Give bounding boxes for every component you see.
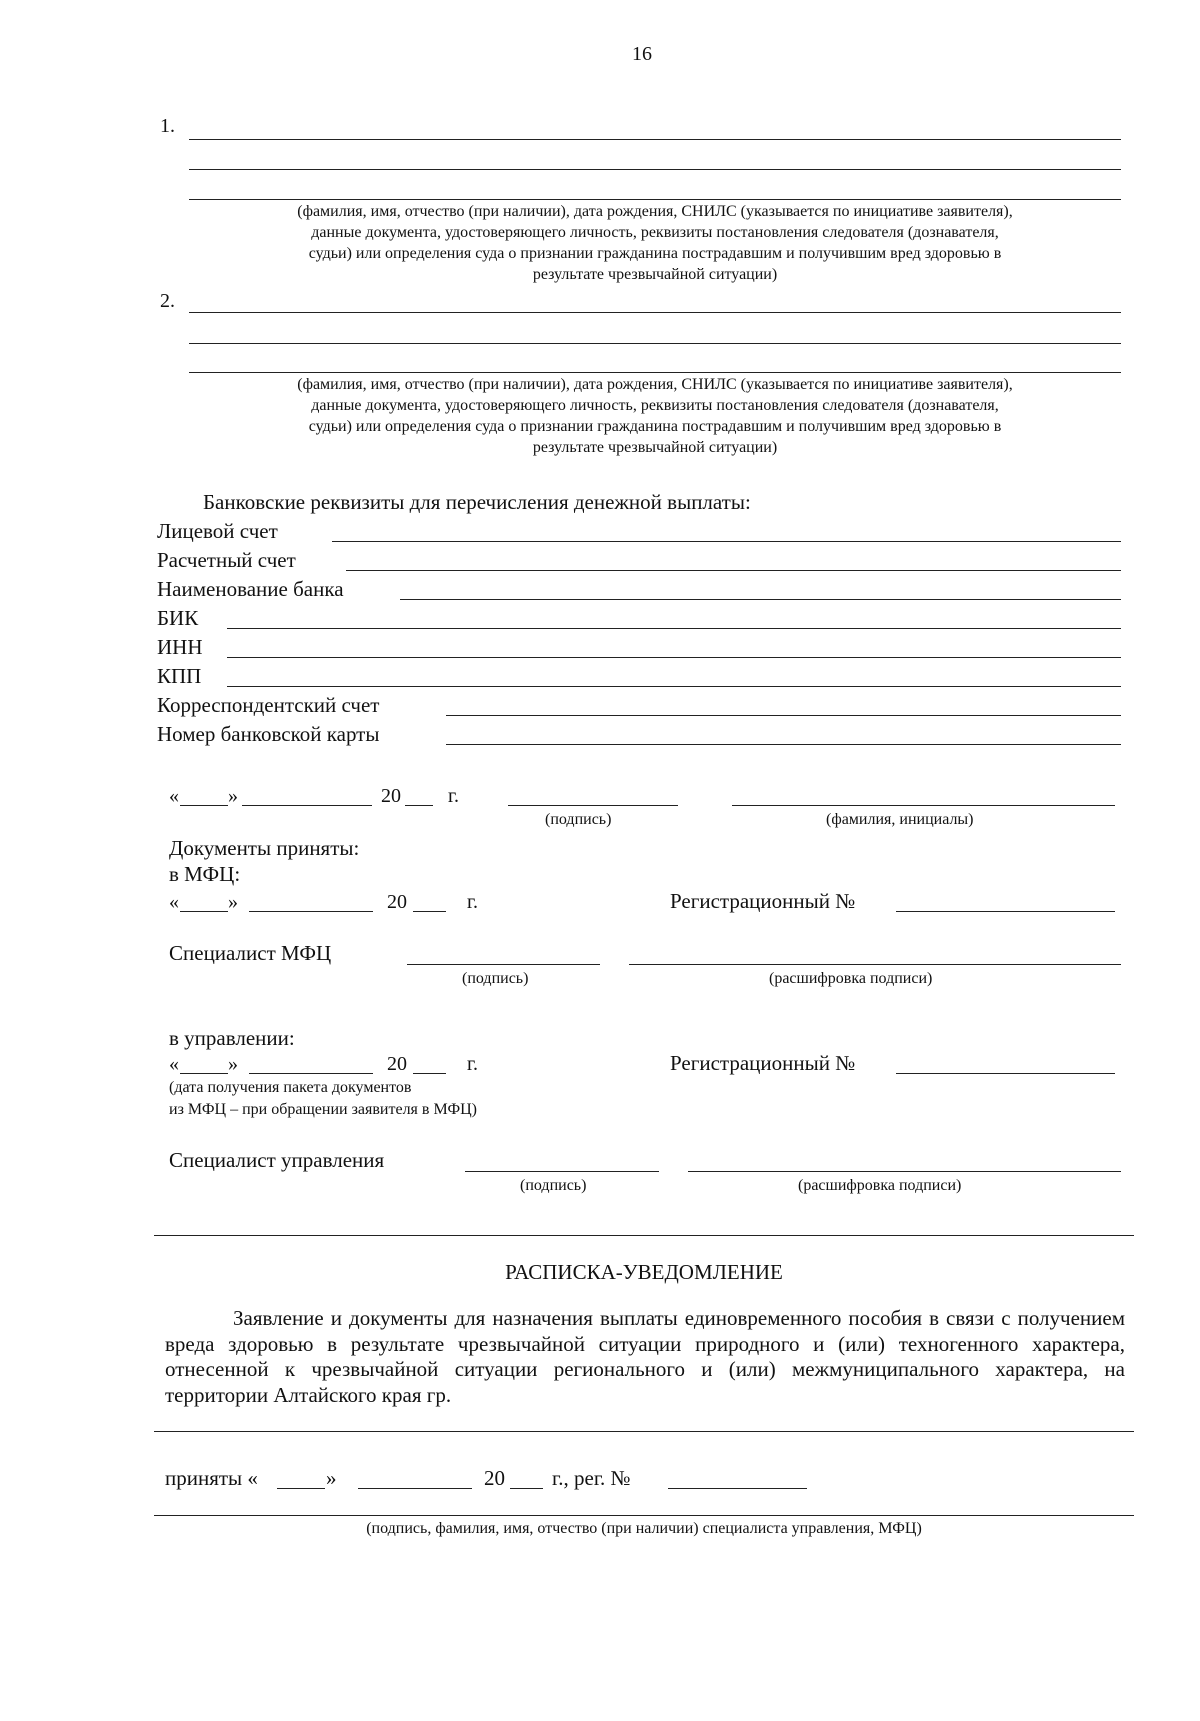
bank-field-label: ИНН [157,635,203,659]
receipt-year-field[interactable] [510,1488,543,1489]
applicant-2-line-3[interactable] [189,372,1121,373]
bank-name-field[interactable] [400,599,1121,600]
bank-heading: Банковские реквизиты для перечисления денежной выплаты: [203,490,751,514]
mfc-day-field[interactable] [180,911,228,912]
receipt-signature-field[interactable] [154,1515,1134,1516]
bank-field-label: Наименование банка [157,577,344,601]
personal-account-field[interactable] [332,541,1121,542]
receipt-month-field[interactable] [358,1488,472,1489]
bank-field-label: Лицевой счет [157,519,278,543]
settlement-account-field[interactable] [346,570,1121,571]
applicant-2-line-1[interactable] [189,312,1121,313]
decode-caption: (расшифровка подписи) [798,1177,962,1194]
date-open-quote: « [169,891,179,913]
receipt-day-field[interactable] [277,1488,325,1489]
mfc-year-field[interactable] [413,911,446,912]
bank-card-number-field[interactable] [446,744,1121,745]
dept-note-line: из МФЦ – при обращении заявителя в МФЦ) [169,1101,477,1118]
page-number: 16 [632,43,652,65]
dept-reg-label: Регистрационный № [670,1051,856,1075]
applicant-1-line-3[interactable] [189,199,1121,200]
date-close-quote: » [228,1053,238,1075]
bank-field-label: Номер банковской карты [157,722,380,746]
year-prefix: 20 [484,1466,505,1490]
inn-field[interactable] [227,657,1121,658]
specialist-mfc-label: Специалист МФЦ [169,941,332,965]
date-open-quote: « [169,1053,179,1075]
receipt-close-quote: » [326,1466,337,1490]
applicant-1-line-1[interactable] [189,139,1121,140]
applicant-name-field[interactable] [732,805,1115,806]
date-close-quote: » [228,891,238,913]
applicant-1-caption [189,201,1121,285]
specialist-dept-label: Специалист управления [169,1148,385,1172]
dept-day-field[interactable] [180,1073,228,1074]
applicant-2-line-2[interactable] [189,343,1121,344]
applicant-1-line-2[interactable] [189,169,1121,170]
caption-line: результате чрезвычайной ситуации) [532,266,778,283]
applicant-2-number: 2. [160,290,175,312]
applicant-month-field[interactable] [242,805,372,806]
specialist-dept-decode-field[interactable] [688,1171,1121,1172]
specialist-mfc-signature-field[interactable] [407,964,600,965]
receipt-reg-label: г., рег. № [552,1466,631,1490]
bik-field[interactable] [227,628,1121,629]
receipt-applicant-name-field[interactable] [154,1431,1134,1432]
department-label: в управлении: [169,1026,295,1050]
dept-note-line: (дата получения пакета документов [169,1079,412,1096]
signature-caption: (подпись) [520,1177,587,1194]
bank-field-label: КПП [157,664,202,688]
caption-line: судьи) или определения суда о признании гражданина пострадавшим и получившим вред здоровью в [308,418,1002,435]
mfc-reg-number-field[interactable] [896,911,1115,912]
applicant-year-field[interactable] [405,805,433,806]
year-suffix: г. [467,891,478,913]
year-prefix: 20 [387,891,407,913]
date-open-quote: « [169,785,179,807]
bank-field-label: Расчетный счет [157,548,296,572]
date-close-quote: » [228,785,238,807]
signature-caption: (подпись) [462,970,529,987]
correspondent-account-field[interactable] [446,715,1121,716]
dept-year-field[interactable] [413,1073,446,1074]
year-suffix: г. [448,785,459,807]
caption-line: (фамилия, имя, отчество (при наличии), дата рождения, СНИЛС (указывается по инициативе заявителя), [297,203,1013,220]
signature-caption: (подпись) [545,811,612,828]
mfc-label: в МФЦ: [169,862,241,886]
year-suffix: г. [467,1053,478,1075]
applicant-1-number: 1. [160,115,175,137]
caption-line: результате чрезвычайной ситуации) [532,439,778,456]
bank-field-label: БИК [157,606,199,630]
bank-field-label: Корреспондентский счет [157,693,380,717]
caption-line: данные документа, удостоверяющего личность, реквизиты постановления следователя (дознавателя, [311,397,999,414]
documents-accepted-title: Документы приняты: [169,836,360,860]
kpp-field[interactable] [227,686,1121,687]
dept-month-field[interactable] [249,1073,373,1074]
specialist-mfc-decode-field[interactable] [629,964,1121,965]
mfc-reg-label: Регистрационный № [670,889,856,913]
name-initials-caption: (фамилия, инициалы) [826,811,974,828]
section-divider [154,1235,1134,1236]
dept-reg-number-field[interactable] [896,1073,1115,1074]
caption-line: судьи) или определения суда о признании гражданина пострадавшим и получившим вред здоровью в [308,245,1002,262]
caption-line: (фамилия, имя, отчество (при наличии), дата рождения, СНИЛС (указывается по инициативе заявителя), [297,376,1013,393]
mfc-month-field[interactable] [249,911,373,912]
receipt-paragraph: Заявление и документы для назначения выплаты единовременного пособия в связи с получением вреда здоровью в результате чрезвычайной ситуации природного и (или) техногенного характера, отнесенной к чрезвычайной ситуации регионального и (или) межмуниципального характера, на территории Алтайского края гр. [165,1306,1125,1407]
specialist-dept-signature-field[interactable] [465,1171,659,1172]
receipt-title: РАСПИСКА-УВЕДОМЛЕНИЕ [505,1260,783,1284]
caption-line: данные документа, удостоверяющего личность, реквизиты постановления следователя (дознавателя, [311,224,999,241]
applicant-2-caption [189,374,1121,458]
year-prefix: 20 [387,1053,407,1075]
receipt-accepted-prefix: приняты « [165,1466,258,1490]
year-prefix: 20 [381,785,401,807]
applicant-day-field[interactable] [180,805,228,806]
applicant-signature-field[interactable] [508,805,678,806]
decode-caption: (расшифровка подписи) [769,970,933,987]
receipt-footer-caption: (подпись, фамилия, имя, отчество (при наличии) специалиста управления, МФЦ) [366,1520,922,1537]
receipt-reg-number-field[interactable] [668,1488,807,1489]
